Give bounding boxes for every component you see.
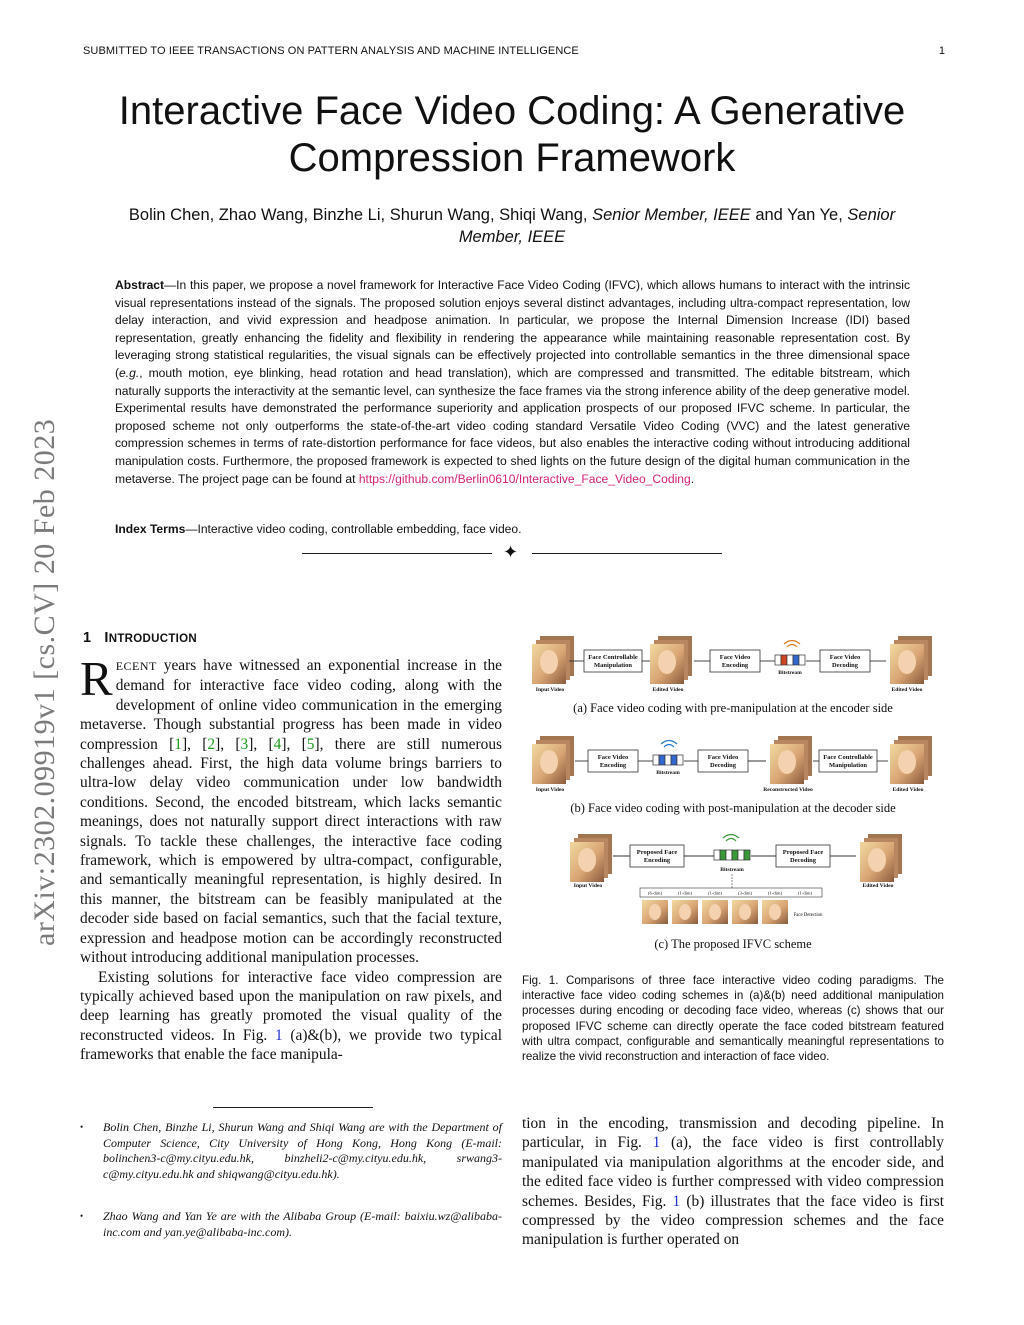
label-input-video: Input Video — [535, 687, 565, 693]
right-text-a: tion in the encoding, transmission and decoding pipeline. In particular, in Fig. — [522, 1115, 944, 1152]
figure-1c-diagram — [522, 826, 944, 931]
right-paragraph — [522, 1114, 944, 1250]
box-label: Face Video — [707, 754, 739, 761]
abstract-dash: — — [164, 278, 177, 292]
label-reconstructed-video: Reconstructed Video — [763, 787, 813, 793]
index-terms-label: Index Terms — [115, 522, 186, 536]
bitstream-blocks — [714, 835, 750, 861]
footnote-text: Bolin Chen, Binzhe Li, Shurun Wang and Shiqi Wang are with the Department of Computer Science, City University of Hong Kong, Hong Kong (E-mail: bolinchen3-c@my.cityu.edu.hk, binzheli2-c@my.cityu.edu.hk, srwang3-c@my.cityu.edu.hk and shiqwang@cityu.edu.hk). — [103, 1120, 502, 1181]
strip-label: (6-dim) — [647, 890, 663, 896]
footnote-affiliation-1 — [80, 1120, 502, 1182]
figure-1a-diagram — [522, 628, 944, 693]
label-input-video: Input Video — [535, 787, 565, 793]
figure-1 — [522, 628, 944, 952]
section-first-letter: I — [104, 630, 109, 646]
project-link[interactable]: https://github.com/Berlin0610/Interactive_Face_Video_Coding — [358, 471, 691, 486]
strip-label: (1-dim) — [707, 890, 723, 896]
intro-paragraph-2 — [80, 968, 502, 1065]
label-bitstream: Bitstream — [656, 770, 680, 776]
bullet-icon: • — [80, 1122, 84, 1132]
output-video-frames — [890, 636, 932, 684]
authors-membership: Senior Member, IEEE — [592, 206, 751, 224]
figure-ref-link[interactable]: 1 — [652, 1134, 661, 1152]
section-heading — [83, 630, 197, 646]
reconstructed-video-frames — [770, 736, 812, 784]
footnote-text: Zhao Wang and Yan Ye are with the Alibaba Group (E-mail: baixiu.wz@alibaba-inc.com and yan.ye@alibaba-inc.com). — [103, 1209, 502, 1239]
section-title-rest: NTRODUCTION — [108, 633, 197, 645]
citation-link[interactable]: 4 — [273, 735, 282, 753]
box-label: Encoding — [643, 857, 671, 864]
label-bitstream: Bitstream — [778, 670, 802, 676]
citation-link[interactable]: 1 — [174, 735, 182, 753]
citation-link[interactable]: 3 — [240, 735, 249, 753]
right-column — [522, 1114, 944, 1250]
authors-names: Bolin Chen, Zhao Wang, Binzhe Li, Shurun Wang, Shiqi Wang, — [128, 206, 593, 224]
left-column — [80, 651, 503, 1065]
intro-p1-text: years have witnessed an exponential increase in the demand for interactive face video coding, along with the development of online video communication in the emerging metaverse. Though substantial progress has been made in video compression [ — [80, 657, 502, 753]
intro-p2-a: Existing solutions for interactive face video compression are typically achieved based upon the manipulation on raw pixels, and deep learning has greatly promoted the visual quality of the reconstructed videos. In Fig. — [80, 968, 502, 1044]
box-label: Encoding — [721, 662, 749, 669]
strip-label: (1-dim) — [767, 890, 783, 896]
semantic-face-thumbnails — [642, 900, 788, 924]
index-terms — [115, 521, 910, 538]
label-edited-video: Edited Video — [862, 883, 894, 889]
label-edited-video: Edited Video — [892, 787, 924, 793]
abstract — [115, 277, 910, 488]
box-label: Decoding — [790, 857, 816, 864]
box-label: Face Controllable — [823, 754, 873, 761]
box-label: Face Video — [829, 654, 861, 661]
box-label: Encoding — [599, 762, 627, 769]
abstract-eg: e.g. — [119, 365, 140, 380]
right-text-b: (a), the face video is first controllably manipulated via manipulation algorithms at the encoder side, and the edited face video is further compressed with video compression schemes. Besides, Fig. — [522, 1134, 944, 1210]
figure-1b-diagram — [522, 728, 944, 793]
index-terms-dash: — — [185, 522, 198, 536]
abstract-text-c: . — [690, 471, 695, 486]
index-terms-text: Interactive video coding, controllable embedding, face video. — [197, 522, 522, 536]
figure-ref-link[interactable]: 1 — [274, 1026, 283, 1044]
title-line-1: Interactive Face Video Coding: A Generative — [118, 89, 906, 133]
subcaption-c: (c) The proposed IFVC scheme — [654, 937, 812, 951]
dropcap: R — [80, 651, 113, 706]
label-input-video: Input Video — [573, 883, 603, 889]
author-list — [70, 204, 954, 248]
input-video-frames — [532, 636, 574, 684]
strip-label: (1-dim) — [677, 890, 693, 896]
separator-line-right — [532, 553, 722, 554]
authors-membership-2b: Member, IEEE — [458, 228, 566, 246]
box-label: Face Video — [719, 654, 751, 661]
label-face-detection: Face Detection — [793, 913, 823, 918]
intro-p1-text-b: ], there are still numerous challenges ahead. First, the high data volume brings barriers to ultra-low delay video communication under low bandwidth conditions. Second, the encoded bitstream, which lacks semantic meanings, does not naturally support direct interactions with raw signals. To tackle these challenges, the interactive face coding framework, which is empowered by ultra-compact, configurable, and semantically meaningful representation, is highly desired. In this manner, the bitstream can be feasibly manipulated at the decoder side based on facial semantics, such that the facial texture, expression and headpose motion can be accordingly reconstructed without introducing additional manipulation processes. — [80, 735, 503, 967]
box-label: Decoding — [710, 762, 736, 769]
box-label: Proposed Face — [782, 849, 824, 856]
separator-line-left — [302, 553, 492, 554]
citation-link[interactable]: 5 — [306, 735, 315, 753]
bullet-icon: • — [80, 1211, 84, 1221]
figure-ref-link[interactable]: 1 — [672, 1192, 681, 1210]
separator-star-icon: ✦ — [503, 542, 519, 562]
right-text-c: (b) illustrates that the face video is first compressed by the video compression schemes and the face manipulation is further operated on — [522, 1192, 944, 1249]
edited-video-frames — [890, 736, 932, 784]
abstract-text-a: In this paper, we propose a novel framework for Interactive Face Video Coding (IFVC), which allows humans to interact with the intrinsic visual representations instead of the signals. The proposed solution enjoys several distinct advantages, including ultra-compact representation, low delay interaction, and vivid expression and headpose animation. In particular, we propose the Internal Dimension Increase (IDI) based representation, greatly enhancing the fidelity and flexibility in rendering the appearance while maintaining reasonable representation cost. By leveraging strong statistical regularities, the visual signals can be effectively projected into controllable semantics in the three dimensional space ( — [115, 278, 910, 380]
intro-p2-b: (a)&(b), we provide two typical frameworks that enable the face manipula- — [80, 1026, 502, 1064]
intro-smallcaps: ECENT — [115, 659, 157, 673]
edited-video-frames — [650, 636, 692, 684]
bitstream-blocks — [653, 741, 683, 766]
abstract-text-b: , mouth motion, eye blinking, head rotation and head translation), which are compressed and transmitted. The editable bitstream, which naturally supports the interactivity at the semantic level, can synthesize the face frames via the strong inference ability of the deep generative model. Experimental results have demonstrated the performance superiority and application prospects of our proposed IFVC scheme. In particular, the proposed scheme not only outperforms the state-of-the-art video coding standard Versatile Video Coding (VVC) and the latest generative compression schemes in terms of rate-distortion performance for face videos, but also enables the interactive coding without introducing additional manipulation costs. Furthermore, the proposed framework is expected to shed lights on the future design of the digital human communication in the metaverse. The project page can be found at — [115, 365, 910, 486]
footnote-affiliation-2 — [80, 1209, 502, 1240]
label-edited-video: Edited Video — [652, 687, 684, 693]
authors-membership-2a: Senior — [847, 206, 896, 224]
intro-paragraph-1: RECENT years have witnessed an exponential increase in the demand for interactive face video coding, along with the development of online video communication in the emerging metaverse. Though substantial progress has been made in video compression [1], [2], [3], [4], [5], there are still numerous challenges ahead. First, the high data volume brings barriers to ultra-low delay video communication under low bandwidth conditions. Second, the encoded bitstream, which lacks semantic meanings, does not naturally support direct interactions with raw signals. To tackle these challenges, the interactive face coding framework, which is empowered by ultra-compact, configurable, and semantically meaningful representation, is highly desired. In this manner, the bitstream can be feasibly manipulated at the decoder side based on facial semantics, such that the facial texture, expression and headpose motion can be accordingly reconstructed without introducing additional manipulation processes. — [80, 651, 503, 967]
bitstream-strip — [640, 888, 822, 897]
paper-title — [60, 88, 964, 182]
subcaption-b: (b) Face video coding with post-manipulation at the decoder side — [570, 801, 896, 815]
label-bitstream: Bitstream — [720, 867, 744, 873]
box-label: Face Controllable — [588, 654, 638, 661]
figure-caption: Fig. 1. Comparisons of three face interactive video coding paradigms. The interactive face video coding schemes in (a)&(b) need additional manipulation processes during encoding or decoding face video, whereas (c) shows that our proposed IFVC scheme can directly operate the face coded bitstream featured with ultra compact, configurable and semantically meaningful representations to realize the vivid reconstruction and interaction of face video. — [522, 974, 944, 1064]
abstract-label: Abstract — [115, 278, 165, 292]
label-edited-video-out: Edited Video — [891, 687, 923, 693]
bitstream-blocks — [775, 641, 805, 666]
box-label: Manipulation — [829, 762, 867, 769]
citation-link[interactable]: 2 — [207, 735, 216, 753]
footnote-rule — [213, 1107, 373, 1108]
box-label: Proposed Face — [636, 849, 678, 856]
page-number: 1 — [938, 45, 945, 57]
input-video-frames — [570, 834, 612, 882]
title-line-2: Compression Framework — [288, 136, 736, 180]
arxiv-stamp: arXiv:2302.09919v1 [cs.CV] 20 Feb 2023 — [28, 418, 61, 946]
box-label: Manipulation — [594, 662, 632, 669]
strip-label: (1-dim) — [797, 890, 813, 896]
edited-video-frames — [860, 834, 902, 882]
box-label: Decoding — [832, 662, 858, 669]
strip-label: (3-dim) — [737, 890, 753, 896]
section-number: 1 — [83, 630, 92, 646]
subcaption-a: (a) Face video coding with pre-manipulation at the encoder side — [573, 701, 893, 715]
running-head: SUBMITTED TO IEEE TRANSACTIONS ON PATTERN ANALYSIS AND MACHINE INTELLIGENCE — [83, 45, 579, 57]
box-label: Face Video — [597, 754, 629, 761]
input-video-frames — [532, 736, 574, 784]
authors-and: and Yan Ye, — [750, 206, 848, 224]
